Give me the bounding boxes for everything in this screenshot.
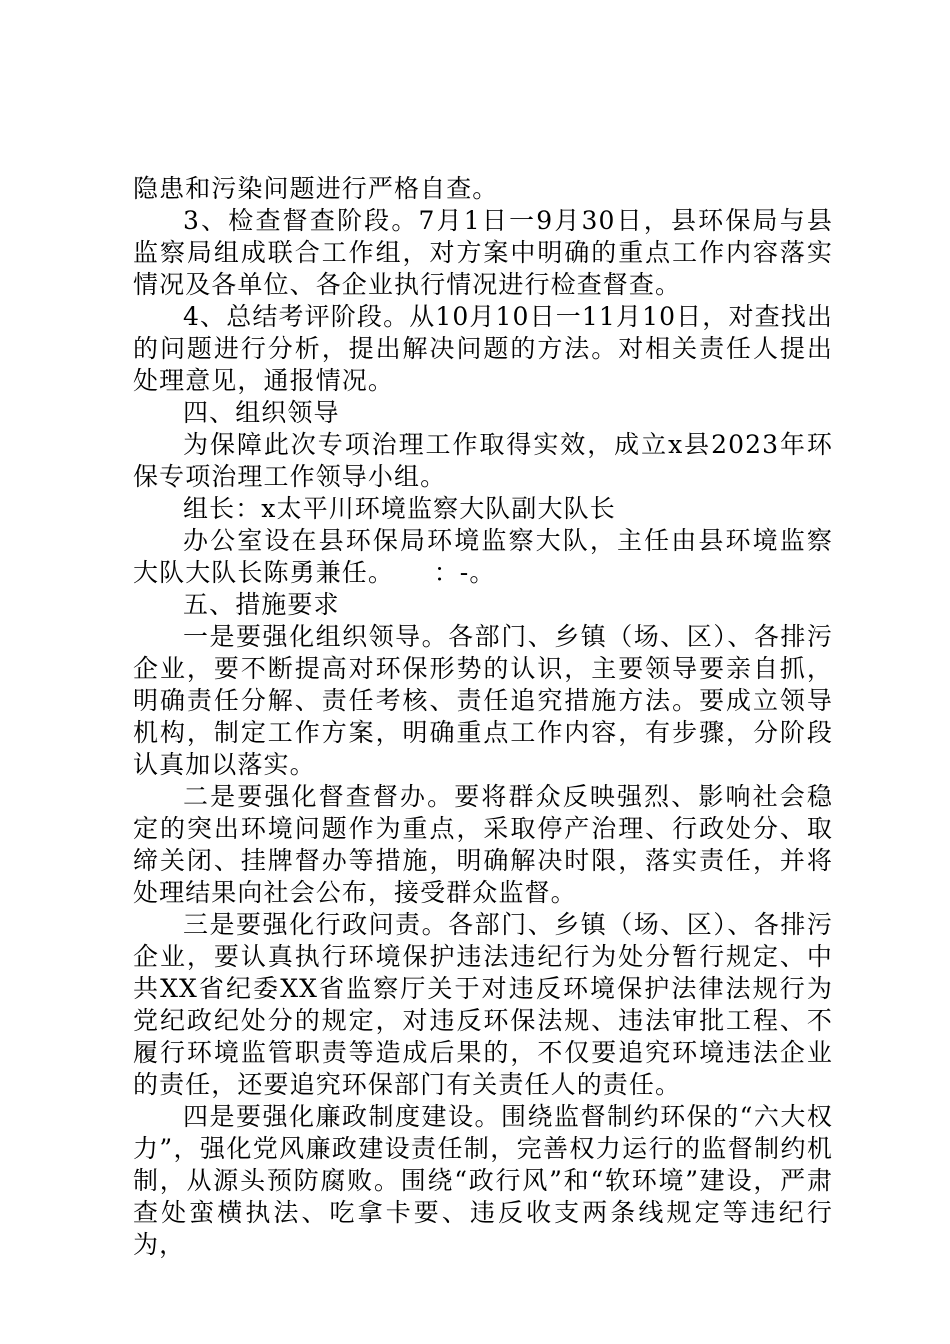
paragraph-3: 4、总结考评阶段。从10月10日一11月10日，对查找出的问题进行分析，提出解决问题的方法。对相关责任人提出处理意见，通报情况。	[133, 302, 833, 395]
paragraph-7: 办公室设在县环保局环境监察大队，主任由县环境监察大队大队长陈勇兼任。 ：-。	[133, 526, 833, 587]
paragraph-6: 组长：x太平川环境监察大队副大队长	[183, 494, 616, 523]
paragraph-11: 三是要强化行政问责。各部门、乡镇（场、区）、各排污企业，要认真执行环境保护违法违纪行为处分暂行规定、中共XX省纪委XX省监察厅关于对违反环境保护法律法规行为党纪政纪处分的规定，对违反环保法规、违法审批工程、不履行环境监管职责等造成后果的，不仅要追究环境违法企业的责任，还要追究环保部门有关责任人的责任。	[133, 910, 833, 1099]
paragraph-10: 二是要强化督查督办。要将群众反映强烈、影响社会稳定的突出环境问题作为重点，采取停产治理、行政处分、取缔关闭、挂牌督办等措施，明确解决时限，落实责任，并将处理结果向社会公布，接受群众监督。	[133, 782, 833, 907]
paragraph-1: 隐患和污染问题进行严格自查。	[133, 174, 499, 203]
paragraph-5: 为保障此次专项治理工作取得实效，成立x县2023年环保专项治理工作领导小组。	[133, 430, 833, 491]
paragraph-2: 3、检查督查阶段。7月1日一9月30日，县环保局与县监察局组成联合工作组，对方案中明确的重点工作内容落实情况及各单位、各企业执行情况进行检查督查。	[133, 206, 833, 299]
section-heading-4: 四、组织领导	[183, 398, 340, 427]
section-heading-5: 五、措施要求	[183, 590, 340, 619]
paragraph-9: 一是要强化组织领导。各部门、乡镇（场、区）、各排污企业，要不断提高对环保形势的认识，主要领导要亲自抓，明确责任分解、责任考核、责任追究措施方法。要成立领导机构，制定工作方案，明确重点工作内容，有步骤，分阶段认真加以落实。	[133, 622, 833, 779]
document-body	[133, 173, 833, 1261]
paragraph-12: 四是要强化廉政制度建设。围绕监督制约环保的“六大权力”，强化党风廉政建设责任制，完善权力运行的监督制约机制，从源头预防腐败。围绕“政行风”和“软环境”建设，严肃查处蛮横执法、吃拿卡要、违反收支两条线规定等违纪行为，	[133, 1102, 833, 1259]
